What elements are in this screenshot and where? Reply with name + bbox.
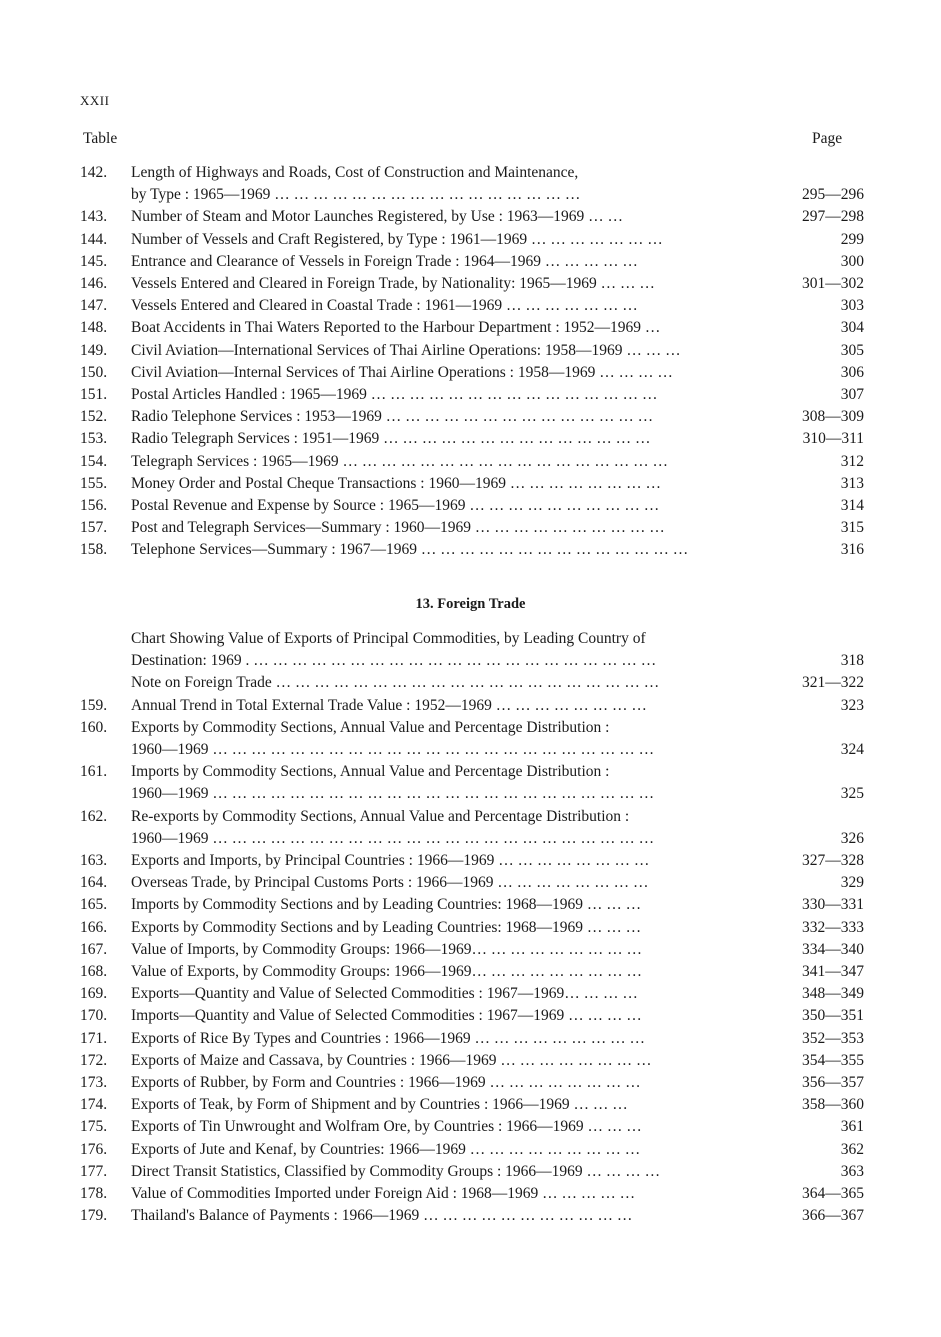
entry-page: 354—355 bbox=[802, 1051, 864, 1069]
contents-entry-line bbox=[0, 739, 941, 761]
contents-entry-line bbox=[0, 1050, 941, 1072]
entry-number: 172. bbox=[80, 1051, 108, 1069]
entry-title: Direct Transit Statistics, Classified by Commodity Groups : 1966—1969 … … … … bbox=[131, 1162, 661, 1180]
section-title: 13. Foreign Trade bbox=[415, 596, 526, 612]
entry-title: Radio Telegraph Services : 1951—1969 … … … … … … … … … … … … … … bbox=[131, 430, 651, 448]
contents-entry-line bbox=[0, 1183, 941, 1205]
entry-page: 334—340 bbox=[802, 940, 864, 958]
entry-page: 314 bbox=[840, 497, 864, 514]
contents-entry-line bbox=[0, 1094, 941, 1116]
contents-entry-line bbox=[0, 229, 941, 251]
entry-page: 307 bbox=[840, 386, 864, 403]
contents-entry-line bbox=[0, 184, 941, 206]
entry-title: Exports of Jute and Kenaf, by Countries: 1966—1969 … … … … … … … … … bbox=[131, 1140, 641, 1158]
contents-entry-line bbox=[0, 917, 941, 939]
entry-title: Value of Commodities Imported under Foreign Aid : 1968—1969 … … … … … bbox=[131, 1185, 636, 1202]
entry-title: Vessels Entered and Cleared in Coastal Trade : 1961—1969 … … … … … … … bbox=[131, 297, 638, 315]
contents-entry-line bbox=[0, 162, 941, 184]
entry-number: 150. bbox=[80, 363, 108, 381]
entry-title: Value of Exports, by Commodity Groups: 1966—1969… … … … … … … … … bbox=[131, 963, 643, 980]
contents-entry-line bbox=[0, 473, 941, 495]
entry-page: 313 bbox=[840, 474, 864, 492]
contents-entry-line bbox=[0, 1005, 941, 1027]
entry-number: 160. bbox=[80, 718, 108, 736]
entry-page: 301—302 bbox=[802, 275, 864, 292]
entry-title: Money Order and Postal Cheque Transactions : 1960—1969 … … … … … … … … bbox=[131, 474, 661, 492]
entry-page: 304 bbox=[840, 319, 864, 337]
entry-number: 143. bbox=[80, 208, 108, 226]
entry-number: 142. bbox=[80, 164, 108, 181]
entry-number: 171. bbox=[80, 1029, 108, 1047]
entry-page: 366—367 bbox=[802, 1207, 864, 1225]
contents-entry-line bbox=[0, 451, 941, 473]
entry-number: 151. bbox=[80, 386, 108, 403]
entry-number: 158. bbox=[80, 541, 108, 559]
entry-number: 177. bbox=[80, 1162, 108, 1180]
entry-title: Exports of Maize and Cassava, by Countries : 1966—1969 … … … … … … … … bbox=[131, 1051, 652, 1069]
entry-number: 153. bbox=[80, 430, 108, 448]
entry-number: 161. bbox=[80, 763, 108, 781]
contents-entry-line bbox=[0, 539, 941, 561]
entry-page: 330—331 bbox=[802, 896, 864, 914]
entry-page: 306 bbox=[840, 363, 864, 381]
contents-entry-line bbox=[0, 273, 941, 295]
entry-title: Radio Telephone Services : 1953—1969 … … … … … … … … … … … … … … bbox=[131, 408, 654, 426]
entry-number: 162. bbox=[80, 807, 108, 825]
entry-title: Exports by Commodity Sections and by Leading Countries: 1968—1969 … … … bbox=[131, 918, 642, 936]
contents-entry-line bbox=[0, 695, 941, 717]
entry-title: Imports—Quantity and Value of Selected Commodities : 1967—1969 … … … … bbox=[131, 1007, 642, 1025]
contents-entry-line bbox=[0, 650, 941, 672]
contents-entry-line bbox=[0, 983, 941, 1005]
entry-number: 179. bbox=[80, 1207, 108, 1225]
contents-entry-line bbox=[0, 850, 941, 872]
entry-number: 154. bbox=[80, 452, 108, 470]
entry-title: Civil Aviation—Internal Services of Thai Airline Operations : 1958—1969 … … … … bbox=[131, 363, 673, 381]
entry-page: 308—309 bbox=[802, 408, 864, 426]
contents-entry-line bbox=[0, 251, 941, 273]
entry-title: Imports by Commodity Sections and by Leading Countries: 1968—1969 … … … bbox=[131, 896, 642, 914]
entry-number: 168. bbox=[80, 963, 108, 980]
entry-number: 163. bbox=[80, 852, 108, 869]
contents-entry-line bbox=[0, 317, 941, 339]
entry-page: 299 bbox=[840, 230, 864, 248]
entry-title: Boat Accidents in Thai Waters Reported to the Harbour Department : 1952—1969 … bbox=[131, 319, 661, 337]
entry-page: 315 bbox=[840, 519, 864, 537]
entry-page: 325 bbox=[840, 785, 864, 803]
entry-number: 145. bbox=[80, 252, 108, 270]
entry-page: 321—322 bbox=[802, 674, 864, 692]
entry-number: 159. bbox=[80, 696, 108, 714]
entry-number: 156. bbox=[80, 497, 108, 514]
entry-number: 173. bbox=[80, 1074, 108, 1091]
entry-number: 148. bbox=[80, 319, 108, 337]
entry-title: Annual Trend in Total External Trade Value : 1952—1969 … … … … … … … … bbox=[131, 696, 647, 714]
entry-title: Destination: 1969 . … … … … … … … … … … … … … … … … … … … … … bbox=[131, 652, 657, 670]
entry-title: Telegraph Services : 1965—1969 … … … … … … … … … … … … … … … … … bbox=[131, 452, 669, 470]
entry-title: Exports by Commodity Sections, Annual Value and Percentage Distribution : bbox=[131, 718, 610, 736]
contents-entry-line bbox=[0, 1139, 941, 1161]
contents-entry-line bbox=[0, 628, 941, 650]
entry-title: Exports—Quantity and Value of Selected Commodities : 1967—1969… … … … bbox=[131, 985, 638, 1003]
entry-page: 324 bbox=[840, 741, 864, 758]
entry-number: 146. bbox=[80, 275, 108, 292]
contents-entry-line bbox=[0, 717, 941, 739]
entry-number: 166. bbox=[80, 918, 108, 936]
page-number: XXII bbox=[80, 93, 110, 108]
contents-entry-line bbox=[0, 406, 941, 428]
entry-page: 310—311 bbox=[802, 430, 864, 448]
entry-page: 326 bbox=[840, 829, 864, 847]
entry-title: Exports of Tin Unwrought and Wolfram Ore, by Countries : 1966—1969 … … … bbox=[131, 1118, 642, 1136]
entry-title: 1960—1969 … … … … … … … … … … … … … … … … … … … … … … … bbox=[131, 785, 655, 803]
contents-entry-line bbox=[0, 961, 941, 983]
entry-title: 1960—1969 … … … … … … … … … … … … … … … … … … … … … … … bbox=[131, 741, 655, 758]
entry-page: 341—347 bbox=[802, 963, 864, 980]
entry-title: Number of Steam and Motor Launches Registered, by Use : 1963—1969 … … bbox=[131, 208, 624, 226]
contents-entry-line bbox=[0, 384, 941, 406]
entry-page: 329 bbox=[840, 874, 864, 892]
contents-entry-line bbox=[0, 1205, 941, 1227]
entry-title: Value of Imports, by Commodity Groups: 1966—1969… … … … … … … … … bbox=[131, 940, 643, 958]
contents-entry-line bbox=[0, 1161, 941, 1183]
entry-page: 316 bbox=[840, 541, 864, 559]
entry-title: Overseas Trade, by Principal Customs Ports : 1966—1969 … … … … … … … … bbox=[131, 874, 649, 892]
entry-page: 327—328 bbox=[802, 852, 864, 869]
contents-entry-line bbox=[0, 939, 941, 961]
entry-page: 323 bbox=[840, 696, 864, 714]
entry-title: Chart Showing Value of Exports of Principal Commodities, by Leading Country of bbox=[131, 630, 646, 647]
entry-title: Exports of Rice By Types and Countries : 1966—1969 … … … … … … … … … bbox=[131, 1029, 645, 1047]
entry-page: 332—333 bbox=[802, 918, 864, 936]
entry-number: 174. bbox=[80, 1096, 108, 1114]
entry-page: 362 bbox=[840, 1140, 864, 1158]
table-column-header: Table bbox=[83, 130, 118, 147]
contents-entry-line bbox=[0, 1116, 941, 1138]
entry-page: 358—360 bbox=[802, 1096, 864, 1114]
entry-page: 352—353 bbox=[802, 1029, 864, 1047]
entry-number: 175. bbox=[80, 1118, 108, 1136]
entry-page: 318 bbox=[840, 652, 864, 670]
entry-title: Post and Telegraph Services—Summary : 1960—1969 … … … … … … … … … … bbox=[131, 519, 665, 537]
entry-page: 363 bbox=[840, 1162, 864, 1180]
entry-number: 164. bbox=[80, 874, 108, 892]
contents-entry-line bbox=[0, 340, 941, 362]
page-column-header: Page bbox=[812, 130, 843, 147]
entry-title: by Type : 1965—1969 … … … … … … … … … … … … … … … … bbox=[131, 186, 581, 204]
contents-entry-line bbox=[0, 206, 941, 228]
entry-page: 312 bbox=[840, 452, 864, 470]
entry-number: 176. bbox=[80, 1140, 108, 1158]
entry-page: 350—351 bbox=[802, 1007, 864, 1025]
entry-title: Re-exports by Commodity Sections, Annual Value and Percentage Distribution : bbox=[131, 807, 630, 825]
entry-number: 170. bbox=[80, 1007, 108, 1025]
entry-page: 356—357 bbox=[802, 1074, 864, 1091]
entry-title: Entrance and Clearance of Vessels in Foreign Trade : 1964—1969 … … … … … bbox=[131, 252, 638, 270]
entry-page: 300 bbox=[840, 252, 864, 270]
contents-entry-line bbox=[0, 894, 941, 916]
entry-page: 295—296 bbox=[802, 186, 864, 204]
entry-number: 155. bbox=[80, 474, 108, 492]
contents-entry-line bbox=[0, 295, 941, 317]
contents-entry-line bbox=[0, 872, 941, 894]
entry-title: Postal Revenue and Expense by Source : 1965—1969 … … … … … … … … … … bbox=[131, 497, 660, 514]
entry-title: Exports of Rubber, by Form and Countries : 1966—1969 … … … … … … … … bbox=[131, 1074, 641, 1091]
contents-entry-line bbox=[0, 428, 941, 450]
entry-title: Vessels Entered and Cleared in Foreign Trade, by Nationality: 1965—1969 … … … bbox=[131, 275, 655, 292]
entry-number: 147. bbox=[80, 297, 108, 315]
entry-page: 348—349 bbox=[802, 985, 864, 1003]
entry-title: Exports and Imports, by Principal Countries : 1966—1969 … … … … … … … … bbox=[131, 852, 650, 869]
entry-number: 165. bbox=[80, 896, 108, 914]
entry-number: 169. bbox=[80, 985, 108, 1003]
entry-title: Exports of Teak, by Form of Shipment and by Countries : 1966—1969 … … … bbox=[131, 1096, 628, 1114]
entry-page: 364—365 bbox=[802, 1185, 864, 1202]
entry-page: 361 bbox=[840, 1118, 864, 1136]
contents-entry-line bbox=[0, 1072, 941, 1094]
contents-entry-line bbox=[0, 362, 941, 384]
contents-entry-line bbox=[0, 672, 941, 694]
entry-title: Imports by Commodity Sections, Annual Value and Percentage Distribution : bbox=[131, 763, 610, 781]
entry-title: 1960—1969 … … … … … … … … … … … … … … … … … … … … … … … bbox=[131, 829, 655, 847]
entry-number: 167. bbox=[80, 940, 108, 958]
entry-page: 303 bbox=[840, 297, 864, 315]
contents-entry-line bbox=[0, 517, 941, 539]
entry-title: Number of Vessels and Craft Registered, by Type : 1961—1969 … … … … … … … bbox=[131, 230, 663, 248]
entry-title: Postal Articles Handled : 1965—1969 … … … … … … … … … … … … … … … bbox=[131, 386, 658, 403]
contents-entry-line bbox=[0, 783, 941, 805]
entry-title: Thailand's Balance of Payments : 1966—1969 … … … … … … … … … … … bbox=[131, 1207, 633, 1225]
contents-entry-line bbox=[0, 806, 941, 828]
contents-entry-line bbox=[0, 495, 941, 517]
entry-number: 178. bbox=[80, 1185, 108, 1202]
entry-number: 144. bbox=[80, 230, 108, 248]
contents-entry-line bbox=[0, 1028, 941, 1050]
entry-title: Civil Aviation—International Services of Thai Airline Operations: 1958—1969 … … … bbox=[131, 341, 681, 359]
entry-page: 297—298 bbox=[802, 208, 864, 226]
entry-number: 157. bbox=[80, 519, 108, 537]
entry-title: Length of Highways and Roads, Cost of Construction and Maintenance, bbox=[131, 164, 579, 181]
contents-entry-line bbox=[0, 761, 941, 783]
entry-page: 305 bbox=[840, 341, 864, 359]
entry-number: 152. bbox=[80, 408, 108, 426]
contents-entry-line bbox=[0, 828, 941, 850]
entry-number: 149. bbox=[80, 341, 108, 359]
entry-title: Telephone Services—Summary : 1967—1969 … … … … … … … … … … … … … … bbox=[131, 541, 689, 559]
entry-title: Note on Foreign Trade … … … … … … … … … … … … … … … … … … … … bbox=[131, 674, 660, 692]
